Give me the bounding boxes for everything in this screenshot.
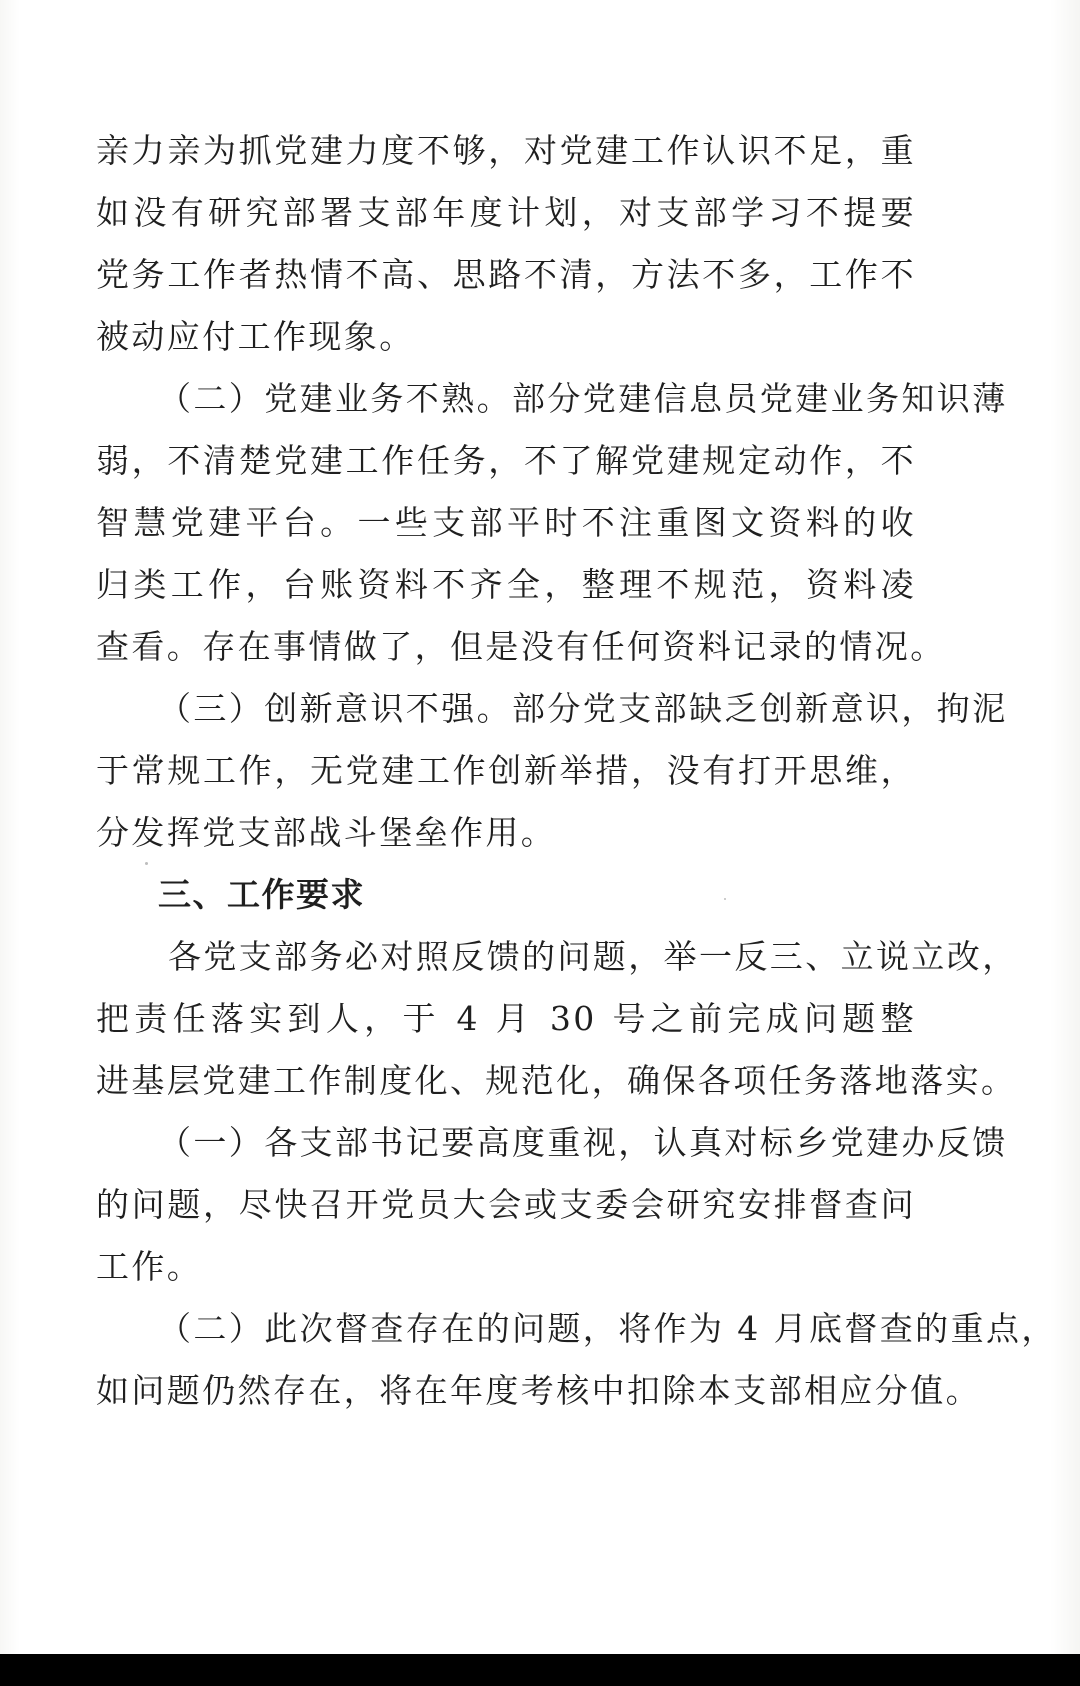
text-line: 如没有研究部署支部年度计划，对支部学习不提要 [96, 193, 916, 232]
text-line: 如问题仍然存在，将在年度考核中扣除本支部相应分值。 [96, 1371, 981, 1410]
text-line: 于常规工作，无党建工作创新举措，没有打开思维， [96, 751, 916, 790]
text-line: 的问题，尽快召开党员大会或支委会研究安排督查问 [96, 1185, 916, 1224]
text-line: 亲力亲为抓党建力度不够，对党建工作认识不足，重 [96, 131, 916, 170]
text-line: 把责任落实到人，于 4 月 30 号之前完成问题整 [96, 999, 916, 1038]
text-line: 智慧党建平台。一些支部平时不注重图文资料的收 [96, 503, 916, 542]
section-heading: 三、工作要求 [158, 875, 365, 914]
subheading-line: （三）创新意识不强。部分党支部缺乏创新意识，拘泥 [158, 689, 1008, 728]
text-line: 工作。 [96, 1247, 203, 1286]
text-line: 进基层党建工作制度化、规范化，确保各项任务落地落实。 [96, 1061, 1017, 1100]
text-line: 党务工作者热情不高、思路不清，方法不多，工作不 [96, 255, 916, 294]
subheading-line: （二）此次督查存在的问题，将作为 4 月底督查的重点， [158, 1309, 1057, 1348]
subheading-line: （一）各支部书记要高度重视，认真对标乡党建办反馈 [158, 1123, 1008, 1162]
text-line: 归类工作，台账资料不齐全，整理不规范，资料凌 [96, 565, 916, 604]
text-line: 查看。存在事情做了，但是没有任何资料记录的情况。 [96, 627, 946, 666]
subheading-line: （二）党建业务不熟。部分党建信息员党建业务知识薄 [158, 379, 1008, 418]
text-line: 被动应付工作现象。 [96, 317, 415, 356]
text-line: 弱，不清楚党建工作任务，不了解党建规定动作，不 [96, 441, 916, 480]
text-line: 各党支部务必对照反馈的问题，举一反三、立说立改， [168, 937, 1018, 976]
document-body [96, 120, 1057, 1422]
scan-speck [145, 862, 148, 865]
scan-speck [724, 898, 726, 900]
scan-bottom-edge [0, 1654, 1080, 1686]
text-line: 分发挥党支部战斗堡垒作用。 [96, 813, 557, 852]
